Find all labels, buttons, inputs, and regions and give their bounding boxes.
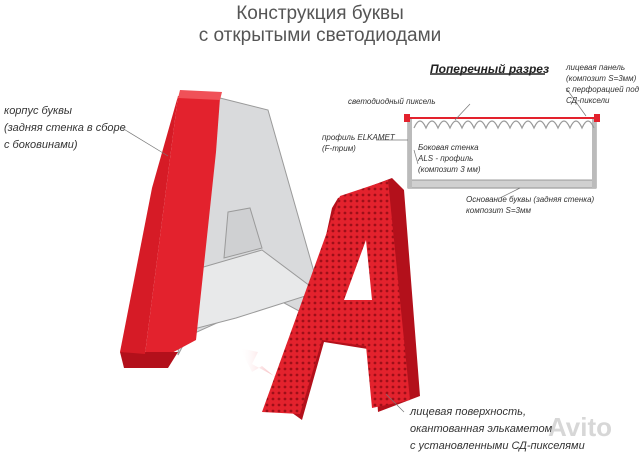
body-label-line1: корпус буквы [4, 105, 73, 117]
profile-label [322, 132, 395, 154]
profile-label-line2: (F-трим) [322, 144, 356, 153]
body-label [4, 103, 126, 154]
front-panel-label-line3: с перфорацией под [566, 85, 640, 94]
front-panel-label [566, 62, 639, 106]
front-panel-label-line2: (композит S=3мм) [566, 74, 637, 83]
base-label-line2: композит S=3мм [466, 206, 531, 215]
body-label-line3: с боковинами) [4, 139, 78, 151]
side-wall-label-line3: (композит 3 мм) [418, 165, 481, 174]
base-label [466, 194, 594, 216]
diagram-title-line1: Конструкция буквы [236, 3, 404, 24]
side-wall-label-line2: ALS - профиль [418, 154, 474, 163]
diagram-title-line2: с открытыми светодиодами [198, 25, 442, 46]
watermark: Avito [548, 412, 613, 442]
front-panel-label-line4: СД-пиксели [566, 96, 610, 105]
base-label-line1: Основание буквы (задняя стенка) [466, 195, 595, 204]
side-wall-label-line1: Боковая стенка [418, 143, 479, 152]
face-label-line1: лицевая поверхность, [410, 406, 526, 418]
letter-body [120, 90, 322, 368]
body-label-line2: (задняя стенка в сборе [4, 122, 126, 134]
section-title: Поперечный разрез [430, 62, 550, 76]
face-label-line2: окантованная элькаметом [410, 423, 553, 435]
face-label-line3: с установленными СД-пикселями [410, 440, 585, 452]
profile-label-line1: профиль ELKAMET [322, 133, 395, 142]
front-panel-label-line1: лицевая панель [566, 63, 626, 72]
pixel-label: светодиодный пиксель [348, 97, 436, 106]
side-wall-label [418, 142, 481, 175]
